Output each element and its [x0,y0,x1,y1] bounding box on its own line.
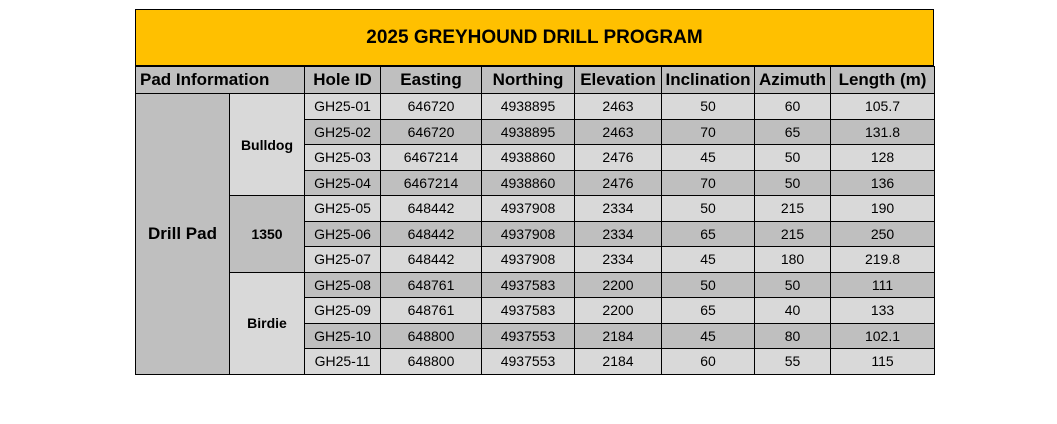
cell-length: 131.8 [831,119,935,145]
cell-northing: 4937908 [482,221,575,247]
cell-northing: 4937583 [482,272,575,298]
cell-northing: 4937908 [482,196,575,222]
cell-length: 115 [831,349,935,375]
cell-easting: 6467214 [381,170,482,196]
header-hole-id: Hole ID [305,67,381,94]
cell-length: 128 [831,145,935,171]
cell-inclination: 50 [662,94,755,120]
header-row [136,67,935,94]
cell-northing: 4938895 [482,119,575,145]
cell-easting: 648761 [381,272,482,298]
table-title: 2025 GREYHOUND DRILL PROGRAM [135,9,934,66]
cell-easting: 648800 [381,323,482,349]
cell-elevation: 2184 [575,323,662,349]
cell-azimuth: 215 [755,196,831,222]
cell-azimuth: 50 [755,170,831,196]
cell-azimuth: 65 [755,119,831,145]
cell-easting: 648800 [381,349,482,375]
cell-northing: 4937553 [482,323,575,349]
cell-elevation: 2334 [575,196,662,222]
cell-hole-id: GH25-08 [305,272,381,298]
cell-length: 250 [831,221,935,247]
cell-elevation: 2463 [575,94,662,120]
cell-elevation: 2200 [575,272,662,298]
header-length: Length (m) [831,67,935,94]
cell-hole-id: GH25-02 [305,119,381,145]
pad-name-bulldog: Bulldog [230,94,305,196]
cell-elevation: 2200 [575,298,662,324]
drill-pad-group-label: Drill Pad [136,94,230,375]
cell-easting: 648442 [381,196,482,222]
drill-program-table [135,9,934,375]
cell-azimuth: 60 [755,94,831,120]
header-azimuth: Azimuth [755,67,831,94]
cell-hole-id: GH25-05 [305,196,381,222]
header-inclination: Inclination [662,67,755,94]
cell-hole-id: GH25-07 [305,247,381,273]
cell-length: 136 [831,170,935,196]
cell-hole-id: GH25-04 [305,170,381,196]
cell-northing: 4938860 [482,170,575,196]
cell-azimuth: 180 [755,247,831,273]
cell-inclination: 45 [662,247,755,273]
cell-northing: 4937553 [482,349,575,375]
cell-elevation: 2476 [575,145,662,171]
cell-inclination: 50 [662,196,755,222]
header-northing: Northing [482,67,575,94]
cell-length: 111 [831,272,935,298]
cell-length: 219.8 [831,247,935,273]
table-row [136,272,935,298]
cell-easting: 646720 [381,119,482,145]
pad-name-birdie: Birdie [230,272,305,374]
cell-hole-id: GH25-03 [305,145,381,171]
cell-inclination: 50 [662,272,755,298]
cell-hole-id: GH25-10 [305,323,381,349]
header-pad-information: Pad Information [136,67,305,94]
cell-length: 190 [831,196,935,222]
cell-inclination: 60 [662,349,755,375]
table-row [136,94,935,120]
cell-azimuth: 80 [755,323,831,349]
cell-elevation: 2334 [575,221,662,247]
cell-azimuth: 50 [755,272,831,298]
cell-length: 105.7 [831,94,935,120]
pad-name-1350: 1350 [230,196,305,273]
data-table [135,66,935,375]
cell-inclination: 70 [662,119,755,145]
table-row [136,196,935,222]
header-easting: Easting [381,67,482,94]
cell-azimuth: 55 [755,349,831,375]
cell-hole-id: GH25-11 [305,349,381,375]
cell-inclination: 70 [662,170,755,196]
cell-azimuth: 215 [755,221,831,247]
cell-hole-id: GH25-09 [305,298,381,324]
cell-northing: 4938895 [482,94,575,120]
cell-hole-id: GH25-01 [305,94,381,120]
cell-azimuth: 40 [755,298,831,324]
cell-easting: 646720 [381,94,482,120]
cell-length: 102.1 [831,323,935,349]
cell-elevation: 2184 [575,349,662,375]
cell-elevation: 2476 [575,170,662,196]
cell-length: 133 [831,298,935,324]
cell-northing: 4937583 [482,298,575,324]
cell-easting: 6467214 [381,145,482,171]
cell-northing: 4938860 [482,145,575,171]
cell-inclination: 65 [662,221,755,247]
cell-inclination: 45 [662,145,755,171]
cell-inclination: 65 [662,298,755,324]
cell-azimuth: 50 [755,145,831,171]
cell-elevation: 2463 [575,119,662,145]
cell-northing: 4937908 [482,247,575,273]
cell-easting: 648442 [381,221,482,247]
cell-elevation: 2334 [575,247,662,273]
cell-easting: 648761 [381,298,482,324]
header-elevation: Elevation [575,67,662,94]
cell-easting: 648442 [381,247,482,273]
cell-hole-id: GH25-06 [305,221,381,247]
cell-inclination: 45 [662,323,755,349]
